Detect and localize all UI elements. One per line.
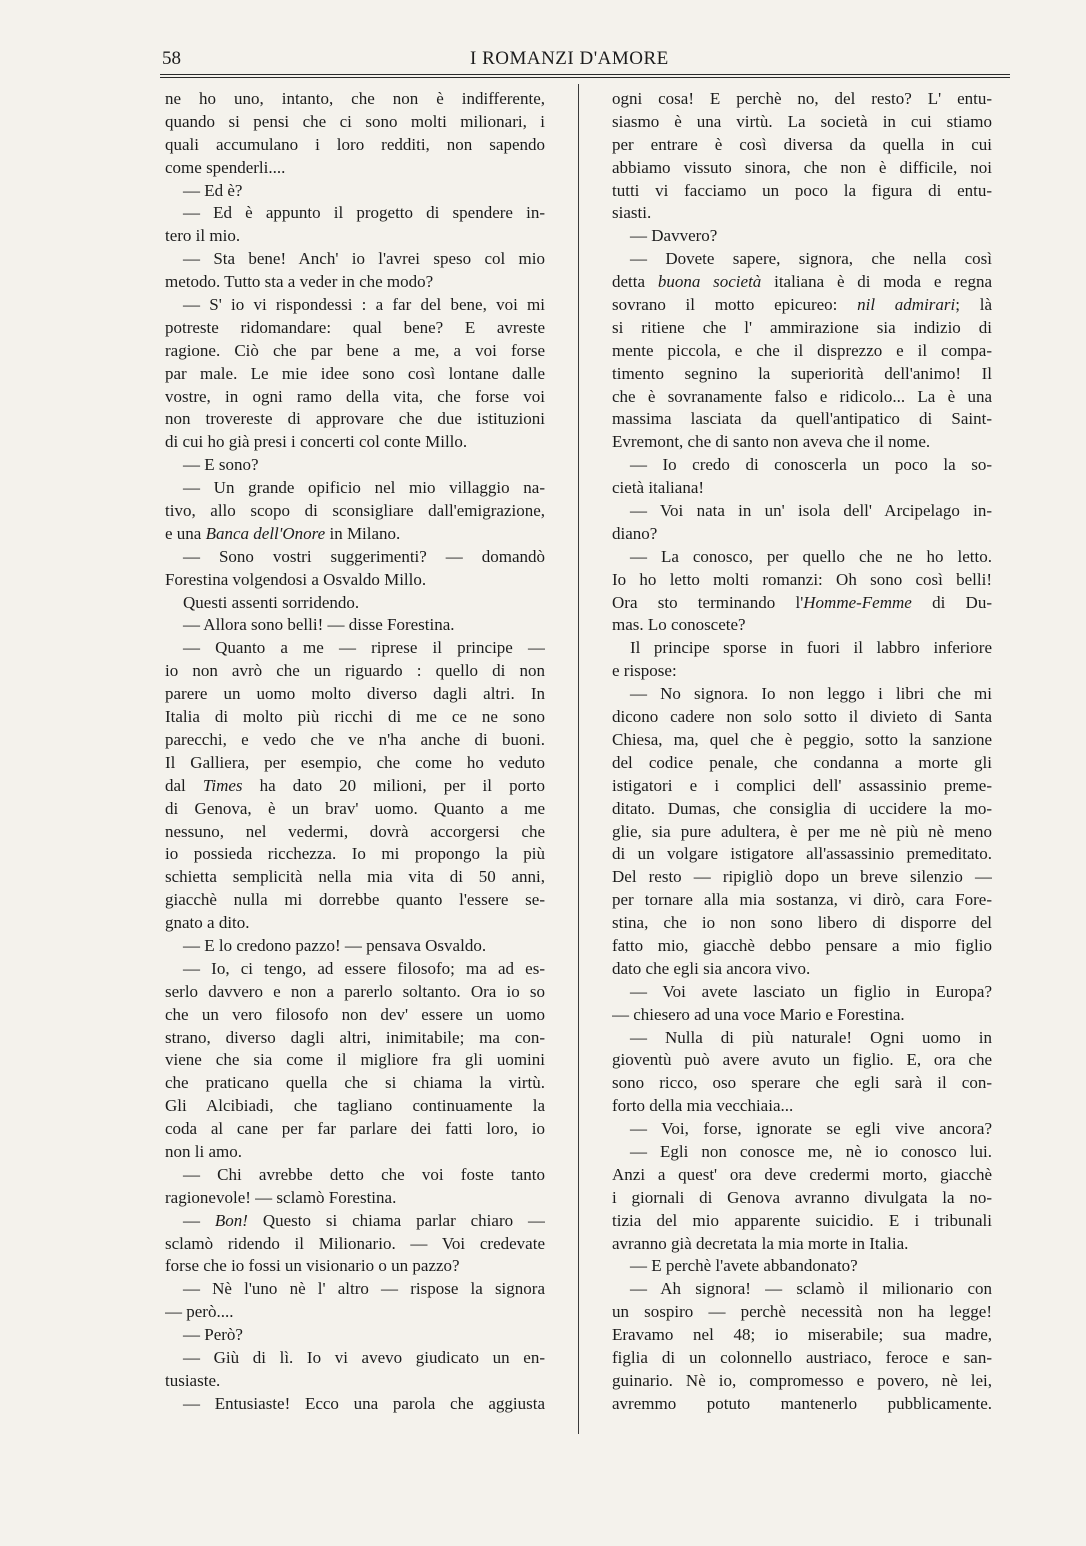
text-line: ragionevole! — sclamò Forestina. <box>165 1187 397 1207</box>
text-line: ditato. Dumas, che consiglia di uccidere la mo- <box>612 798 992 818</box>
text-line: — Sta bene! Anch' io l'avrei speso col mio <box>183 249 545 269</box>
text-line: massima lasciata da quell'antipatico di Saint- <box>612 409 992 429</box>
text-line: quali accumulano i loro redditi, non sapendo <box>165 134 545 154</box>
text-line: viene che sia come il migliore fra gli uomini <box>165 1050 545 1070</box>
text-line: io possieda ricchezza. Io mi propongo la più <box>165 844 545 864</box>
text-line: — Ed è? <box>183 180 243 200</box>
text-line: io non avrò che un riguardo : quello di non <box>165 661 545 681</box>
text-line: forto della mia vecchiaia... <box>612 1096 794 1116</box>
text-line: — La conosco, per quello che ne ho letto. <box>630 546 992 566</box>
italic-text: buona società <box>657 272 762 292</box>
text-line: ragione. Ciò che par bene a me, a voi forse <box>165 340 545 360</box>
text-line: — Voi, forse, ignorate se egli vive ancora? <box>630 1119 992 1139</box>
text-line: — E perchè l'avete abbandonato? <box>630 1256 858 1276</box>
text-segment: e una <box>165 523 206 543</box>
text-segment: di Du- <box>911 592 992 612</box>
text-line: — Ah signora! — sclamò il milionario con <box>630 1279 992 1299</box>
text-line: Del resto — ripigliò dopo un breve silenzio — <box>612 867 992 887</box>
text-line: — No signora. Io non leggo i libri che mi <box>630 684 992 704</box>
text-line: i giornali di Genova avranno divulgata la no- <box>612 1187 992 1207</box>
text-line: tero il mio. <box>165 226 241 246</box>
text-line: come spenderli.... <box>165 157 286 177</box>
text-line: coda al cane per far parlare dei fatti loro, io <box>165 1119 545 1139</box>
text-line: sono ricco, oso sperare che egli sarà il con- <box>612 1073 992 1093</box>
text-line: — chiesero ad una voce Mario e Forestina. <box>612 1004 905 1024</box>
text-line: tizia del mio apparente suicidio. E i tribunali <box>612 1210 992 1230</box>
text-line: che è sovranamente falso e ridicolo... La è una <box>612 386 992 406</box>
text-line: un sospiro — perchè necessità non ha legge! <box>612 1302 992 1322</box>
text-line: cietà italiana! <box>612 478 705 498</box>
text-line: del codice penale, che condanna a morte gli <box>612 752 992 772</box>
text-line: Anzi a quest' ora deve credermi morto, giacchè <box>612 1164 992 1184</box>
text-line: che praticano quella che si chiama la virtù. <box>165 1073 545 1093</box>
text-line: tusiaste. <box>165 1370 221 1390</box>
text-line: parere un uomo molto diverso dagli altri. In <box>165 684 545 704</box>
text-segment: dal <box>165 775 203 795</box>
text-segment: Ora sto terminando l' <box>612 592 804 612</box>
text-line: gnato a dito. <box>165 913 250 933</box>
text-line: — Entusiaste! Ecco una parola che aggiusta <box>183 1393 545 1413</box>
text-line: Il principe sporse in fuori il labbro inferiore <box>630 638 992 658</box>
text-segment: sovrano il motto epicureo: <box>612 295 858 315</box>
text-line: diano? <box>612 523 658 543</box>
text-line <box>612 271 992 294</box>
text-line: siasmo è una virtù. La società in cui stiamo <box>612 111 992 131</box>
text-line: metodo. Tutto sta a veder in che modo? <box>165 272 434 292</box>
text-line: — Dovete sapere, signora, che nella così <box>630 249 992 269</box>
text-line: tivo, allo scopo di sconsigliare dall'emigrazione, <box>165 501 545 521</box>
text-line: di Genova, è un brav' uomo. Quanto a me <box>165 798 545 818</box>
text-line: quando si pensi che ci sono molti milionari, i <box>165 111 545 131</box>
text-line: dato che egli sia ancora vivo. <box>612 958 811 978</box>
text-line: — Voi nata in un' isola dell' Arcipelago in- <box>630 501 992 521</box>
page-number: 58 <box>162 48 181 69</box>
text-line: giacchè nulla mi dorrebbe quanto l'essere se- <box>165 890 545 910</box>
text-line: strano, diverso dagli altri, inimitabile; ma con- <box>165 1027 545 1047</box>
text-line: — S' io vi rispondessi : a far del bene, voi mi <box>183 295 545 315</box>
text-line: — Voi avete lasciato un figlio in Europa? <box>630 981 992 1001</box>
text-line: per entrare è così diversa da quella in cui <box>612 134 992 154</box>
text-line: forse che io fossi un visionario o un pazzo? <box>165 1256 460 1276</box>
text-line: serlo davvero e non a parerlo soltanto. Ora io so <box>165 981 545 1001</box>
text-segment: detta <box>612 272 658 292</box>
italic-text: Homme-Femme <box>803 592 912 612</box>
text-line <box>165 1210 545 1233</box>
text-line: non trovereste di approvare che due istituzioni <box>165 409 545 429</box>
text-line: per tornare alla mia sostanza, vi dirò, cara Fore- <box>612 890 992 910</box>
text-line: parecchi, e vedo che ve n'ha anche di buoni. <box>165 729 545 749</box>
text-line: — Allora sono belli! — disse Forestina. <box>183 615 455 635</box>
text-line: — E sono? <box>183 455 259 475</box>
text-line: — Egli non conosce me, nè io conosco lui. <box>630 1141 992 1161</box>
text-line: mente piccola, e che il disprezzo e il compa- <box>612 340 992 360</box>
text-line: figlia di un colonnello austriaco, feroce e san- <box>612 1347 992 1367</box>
text-line: Gli Alcibiadi, che tagliano continuamente la <box>165 1096 545 1116</box>
text-line: che un vero filosofo non dev' essere un uomo <box>165 1004 545 1024</box>
text-line: Forestina volgendosi a Osvaldo Millo. <box>165 569 427 589</box>
text-line: — Io, ci tengo, ad essere filosofo; ma ad es- <box>183 958 545 978</box>
text-line: abbiamo vissuto sinora, che non è difficile, noi <box>612 157 992 177</box>
text-line: — Io credo di conoscerla un poco la so- <box>630 455 992 475</box>
italic-text: Bon! <box>214 1210 248 1230</box>
text-line: istigatori e i complici dell' assassinio preme- <box>612 775 992 795</box>
text-line <box>165 775 545 798</box>
text-line: guinario. Nè io, compromesso e povero, nè lei, <box>612 1370 992 1390</box>
text-line: — Ed è appunto il progetto di spendere in- <box>183 203 545 223</box>
running-head: I ROMANZI D'AMORE <box>470 48 669 69</box>
text-line: non li amo. <box>165 1141 242 1161</box>
text-line: — Quanto a me — riprese il principe — <box>183 638 545 658</box>
left-column <box>165 88 545 1416</box>
text-line: vostre, in ogni ramo della vita, che forse voi <box>165 386 545 406</box>
text-line: siasti. <box>612 203 652 223</box>
text-line: — Chi avrebbe detto che voi foste tanto <box>183 1164 545 1184</box>
text-line: — Nulla di più naturale! Ogni uomo in <box>630 1027 992 1047</box>
text-line: avranno già decretata la mia morte in Italia. <box>612 1233 909 1253</box>
text-line: ogni cosa! E perchè no, del resto? L' entu- <box>612 89 992 108</box>
right-column <box>612 88 992 1416</box>
text-line: — E lo credono pazzo! — pensava Osvaldo. <box>183 935 487 955</box>
text-line: ne ho uno, intanto, che non è indifferente, <box>165 89 545 108</box>
text-segment: in Milano. <box>325 523 401 543</box>
text-line: nessuno, nel vedermi, dovrà accorgersi che <box>165 821 545 841</box>
text-segment: italiana è di moda e regna <box>761 272 992 292</box>
text-line <box>612 294 992 317</box>
text-line: Italia di molto più ricchi di me ce ne sono <box>165 707 545 727</box>
italic-text: nil admirari <box>857 295 956 315</box>
text-segment: ha dato 20 milioni, per il porto <box>242 775 545 795</box>
text-line: Questi assenti sorridendo. <box>183 592 360 612</box>
text-segment: Questo si chiama parlar chiaro — <box>247 1210 545 1230</box>
text-line: avremmo potuto mantenerlo pubblicamente. <box>612 1393 992 1413</box>
column-divider <box>578 84 579 1434</box>
text-line: glie, sia pure adultera, è per me nè più nè meno <box>612 821 992 841</box>
text-line: fatto mio, giacchè debbo pensare a mio figlio <box>612 935 992 955</box>
text-line: — Però? <box>183 1325 243 1345</box>
text-line: tutti vi facciamo un poco la figura di entu- <box>612 180 992 200</box>
text-line: di un volgare istigatore all'assassinio premeditato. <box>612 844 992 864</box>
text-line: potreste ridomandare: qual bene? E avreste <box>165 317 545 337</box>
italic-text: Times <box>202 775 243 795</box>
text-line: dicono cadere non solo sotto il divieto di Santa <box>612 707 992 727</box>
text-line: — Nè l'uno nè l' altro — rispose la signora <box>183 1279 545 1299</box>
text-line: — Davvero? <box>630 226 718 246</box>
text-line: stina, che io non sono libero di disporre del <box>612 913 992 933</box>
text-line: Eravamo nel 48; io miserabile; sua madre, <box>612 1325 992 1345</box>
text-line: Chiesa, ma, quel che è peggio, sotto la sanzione <box>612 729 992 749</box>
italic-text: Banca dell'Onore <box>205 523 326 543</box>
text-segment: — <box>183 1210 215 1230</box>
page-header <box>140 46 1010 74</box>
text-line: di cui ho già presi i concerti col conte Millo. <box>165 432 468 452</box>
text-line: — Giù di lì. Io vi avevo giudicato un en- <box>183 1347 545 1367</box>
text-line: — Sono vostri suggerimenti? — domandò <box>183 546 545 566</box>
text-line: e rispose: <box>612 661 677 681</box>
text-line: gioventù può avere avuto un figlio. E, ora che <box>612 1050 992 1070</box>
text-line: Io ho letto molti romanzi: Oh sono così belli! <box>612 569 992 589</box>
text-line: — però.... <box>165 1302 234 1322</box>
text-line <box>165 523 545 546</box>
text-segment: ; là <box>955 295 992 315</box>
text-line: Il Galliera, per esempio, che come ho veduto <box>165 752 545 772</box>
text-line: sclamò ridendo il Milionario. — Voi credevate <box>165 1233 545 1253</box>
text-line: par male. Le mie idee sono così lontane dalle <box>165 363 545 383</box>
text-line: timento segnino la superiorità dell'animo! Il <box>612 363 992 383</box>
text-line <box>612 592 992 615</box>
text-line: Evremont, che di santo non aveva che il nome. <box>612 432 931 452</box>
text-line: schietta semplicità nella mia vita di 50 anni, <box>165 867 545 887</box>
text-line: si ritiene che l' ammirazione sia indizio di <box>612 317 992 337</box>
text-line: mas. Lo conoscete? <box>612 615 746 635</box>
text-line: — Un grande opificio nel mio villaggio na- <box>183 478 545 498</box>
header-rule <box>160 74 1010 78</box>
